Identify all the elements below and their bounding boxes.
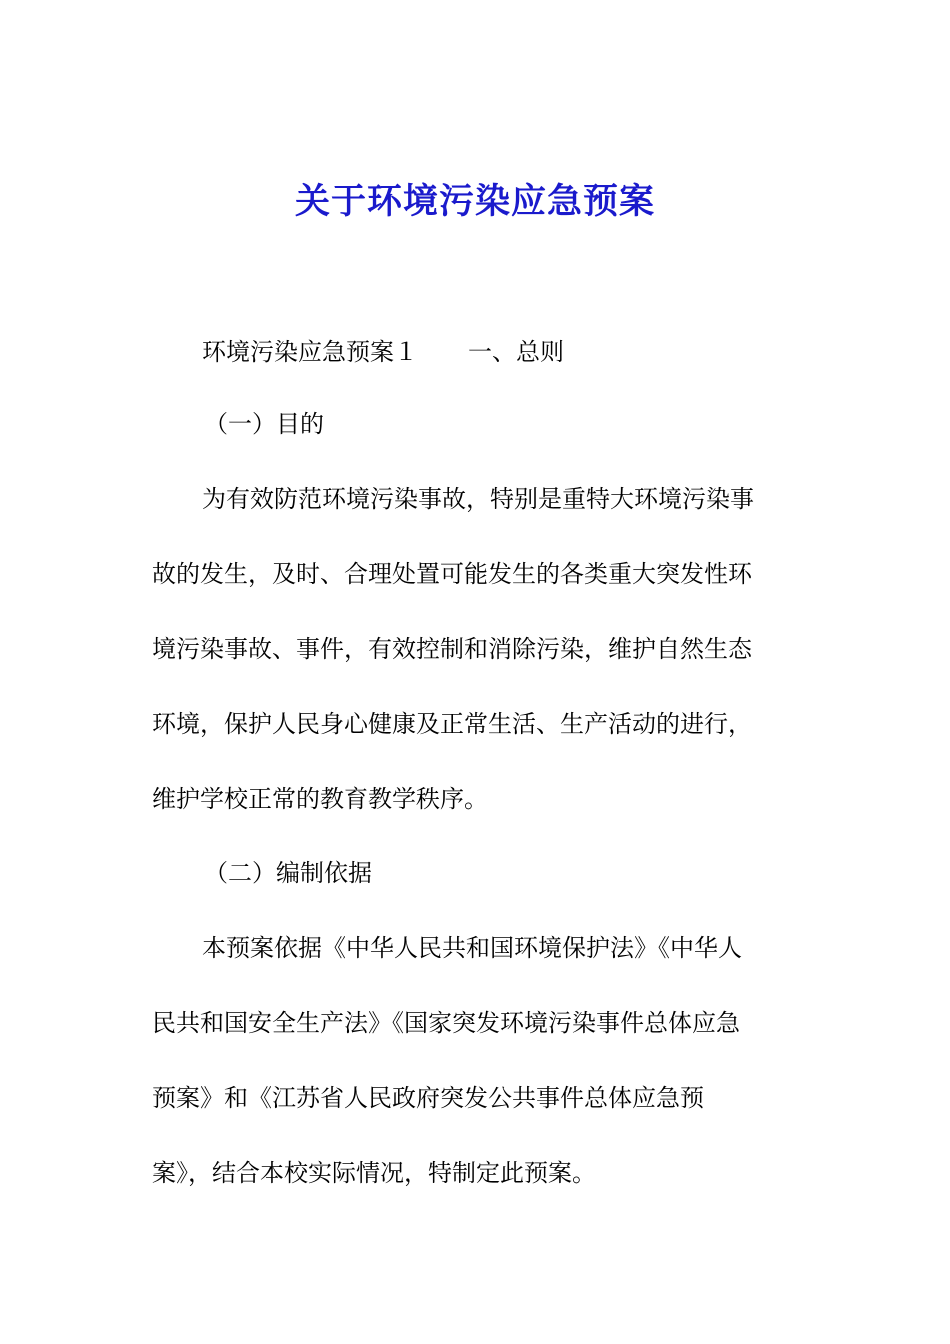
heading-line: [202, 334, 852, 370]
section-heading-purpose: （一）目的: [204, 410, 324, 438]
section-heading-basis: （二）编制依据: [204, 859, 372, 887]
general-principles-heading: 一、总则: [468, 338, 564, 366]
paragraph-line: 预案》和《江苏省人民政府突发公共事件总体应急预: [152, 1084, 704, 1112]
paragraph-line: 本预案依据《中华人民共和国环境保护法》《中华人: [202, 934, 742, 962]
paragraph-line: 为有效防范环境污染事故，特别是重特大环境污染事: [202, 485, 754, 513]
paragraph-line: 案》，结合本校实际情况，特制定此预案。: [152, 1159, 596, 1187]
paragraph-line: 故的发生，及时、合理处置可能发生的各类重大突发性环: [152, 560, 752, 588]
paragraph-line: 民共和国安全生产法》《国家突发环境污染事件总体应急: [152, 1009, 740, 1037]
paragraph-line: 境污染事故、事件，有效控制和消除污染，维护自然生态: [152, 635, 752, 663]
document-title: 关于环境污染应急预案: [294, 181, 655, 222]
paragraph-line: 维护学校正常的教育教学秩序。: [152, 785, 488, 813]
paragraph-line: 环境，保护人民身心健康及正常生活、生产活动的进行，: [152, 710, 752, 738]
plan-number-label: 环境污染应急预案１: [202, 338, 418, 366]
